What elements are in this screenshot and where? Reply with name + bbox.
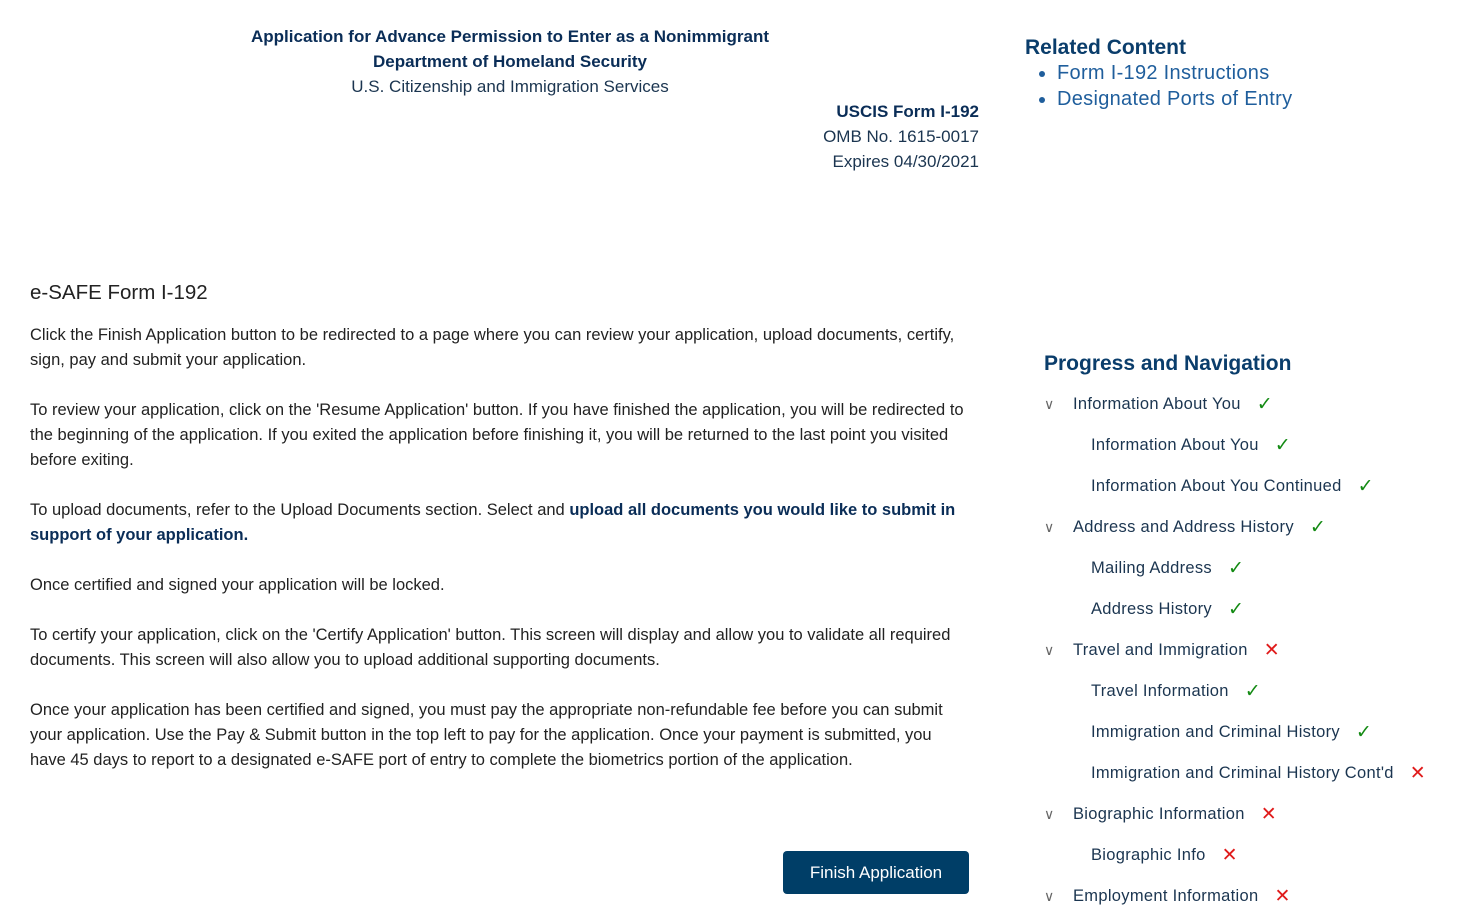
link-ports-of-entry[interactable]: Designated Ports of Entry [1057, 88, 1293, 110]
nav-item-label: Mailing Address [1091, 559, 1212, 577]
nav-item-label: Biographic Info [1091, 846, 1206, 864]
nav-item-label: Immigration and Criminal History [1091, 723, 1340, 741]
nav-item-label: Travel and Immigration [1073, 641, 1248, 659]
paragraph: To certify your application, click on the 'Certify Application' button. This screen will display and allow you to validate all required documents. This screen will also allow you to upload additional supporting documents. [30, 626, 951, 669]
checkmark-icon: ✓ [1274, 435, 1291, 456]
nav-section[interactable] [1044, 876, 1426, 917]
chevron-down-icon[interactable]: ∨ [1044, 396, 1055, 412]
nav-subsection[interactable] [1044, 835, 1426, 876]
x-icon: ✕ [1409, 763, 1427, 784]
paragraph: To review your application, click on the 'Resume Application' button. If you have finished the application, you will be redirected to the beginning of the application. If you exited the application before finishing it, you will be returned to the last point you visited before exiting. [30, 401, 964, 469]
form-id-block [823, 99, 979, 174]
nav-subsection[interactable] [1044, 671, 1426, 712]
paragraph: Once your application has been certified and signed, you must pay the appropriate non-refundable fee before you can submit your application. Use the Pay & Submit button in the top left to pay for the application. Once your payment is submitted, you have 45 days to report to a designated e-SAFE port of entry to complete the biometrics portion of the application. [30, 701, 943, 769]
chevron-down-icon[interactable]: ∨ [1044, 806, 1055, 822]
paragraph [30, 498, 970, 548]
nav-item-label: Information About You Continued [1091, 477, 1342, 495]
page-title: e-SAFE Form I-192 [30, 281, 208, 304]
chevron-down-icon[interactable]: ∨ [1044, 642, 1055, 658]
related-title: Related Content [1025, 36, 1187, 59]
checkmark-icon: ✓ [1256, 394, 1273, 415]
department: Department of Homeland Security [373, 52, 647, 71]
paragraph: Click the Finish Application button to be redirected to a page where you can review your application, upload documents, certify, sign, pay and submit your application. [30, 326, 955, 369]
x-icon: ✕ [1263, 640, 1280, 661]
paragraph: Once certified and signed your application will be locked. [30, 576, 445, 594]
form-header [200, 24, 820, 99]
nav-item-label: Travel Information [1091, 682, 1229, 700]
nav-title: Progress and Navigation [1044, 352, 1292, 375]
omb-number: OMB No. 1615-0017 [823, 127, 979, 146]
nav-section[interactable] [1044, 384, 1426, 425]
nav-item-label: Immigration and Criminal History Cont'd [1091, 764, 1394, 782]
nav-subsection[interactable] [1044, 548, 1426, 589]
finish-application-button[interactable]: Finish Application [783, 851, 969, 894]
checkmark-icon: ✓ [1227, 558, 1245, 579]
x-icon: ✕ [1274, 886, 1291, 907]
nav-section[interactable] [1044, 630, 1426, 671]
nav-item-label: Address and Address History [1073, 518, 1294, 536]
nav-subsection[interactable] [1044, 753, 1426, 794]
checkmark-icon: ✓ [1355, 722, 1373, 743]
x-icon: ✕ [1260, 804, 1277, 825]
checkmark-icon: ✓ [1227, 599, 1245, 620]
nav-item-label: Address History [1091, 600, 1212, 618]
nav-item-label: Employment Information [1073, 887, 1259, 905]
nav-item-label: Information About You [1073, 395, 1241, 413]
nav-item-label: Biographic Information [1073, 805, 1245, 823]
main-content [30, 280, 970, 798]
progress-navigation [1044, 352, 1426, 917]
nav-subsection[interactable] [1044, 466, 1426, 507]
checkmark-icon: ✓ [1357, 476, 1374, 497]
chevron-down-icon[interactable]: ∨ [1044, 888, 1055, 904]
checkmark-icon: ✓ [1244, 681, 1261, 702]
related-content [1025, 36, 1292, 112]
nav-subsection[interactable] [1044, 425, 1426, 466]
nav-subsection[interactable] [1044, 589, 1426, 630]
chevron-down-icon[interactable]: ∨ [1044, 519, 1055, 535]
expiration: Expires 04/30/2021 [832, 152, 979, 171]
nav-section[interactable] [1044, 794, 1426, 835]
paragraph-text: To upload documents, refer to the Upload Documents section. Select and [30, 501, 570, 519]
nav-item-label: Information About You [1091, 436, 1259, 454]
link-instructions[interactable]: Form I-192 Instructions [1057, 62, 1270, 84]
form-number: USCIS Form I-192 [836, 102, 979, 121]
emphasis-text: upload all documents you would like to submit in support of your application. [30, 501, 956, 544]
nav-subsection[interactable] [1044, 712, 1426, 753]
agency: U.S. Citizenship and Immigration Services [351, 77, 669, 96]
form-title: Application for Advance Permission to Enter as a Nonimmigrant [251, 27, 769, 46]
x-icon: ✕ [1221, 845, 1238, 866]
checkmark-icon: ✓ [1309, 517, 1327, 538]
nav-section[interactable] [1044, 507, 1426, 548]
